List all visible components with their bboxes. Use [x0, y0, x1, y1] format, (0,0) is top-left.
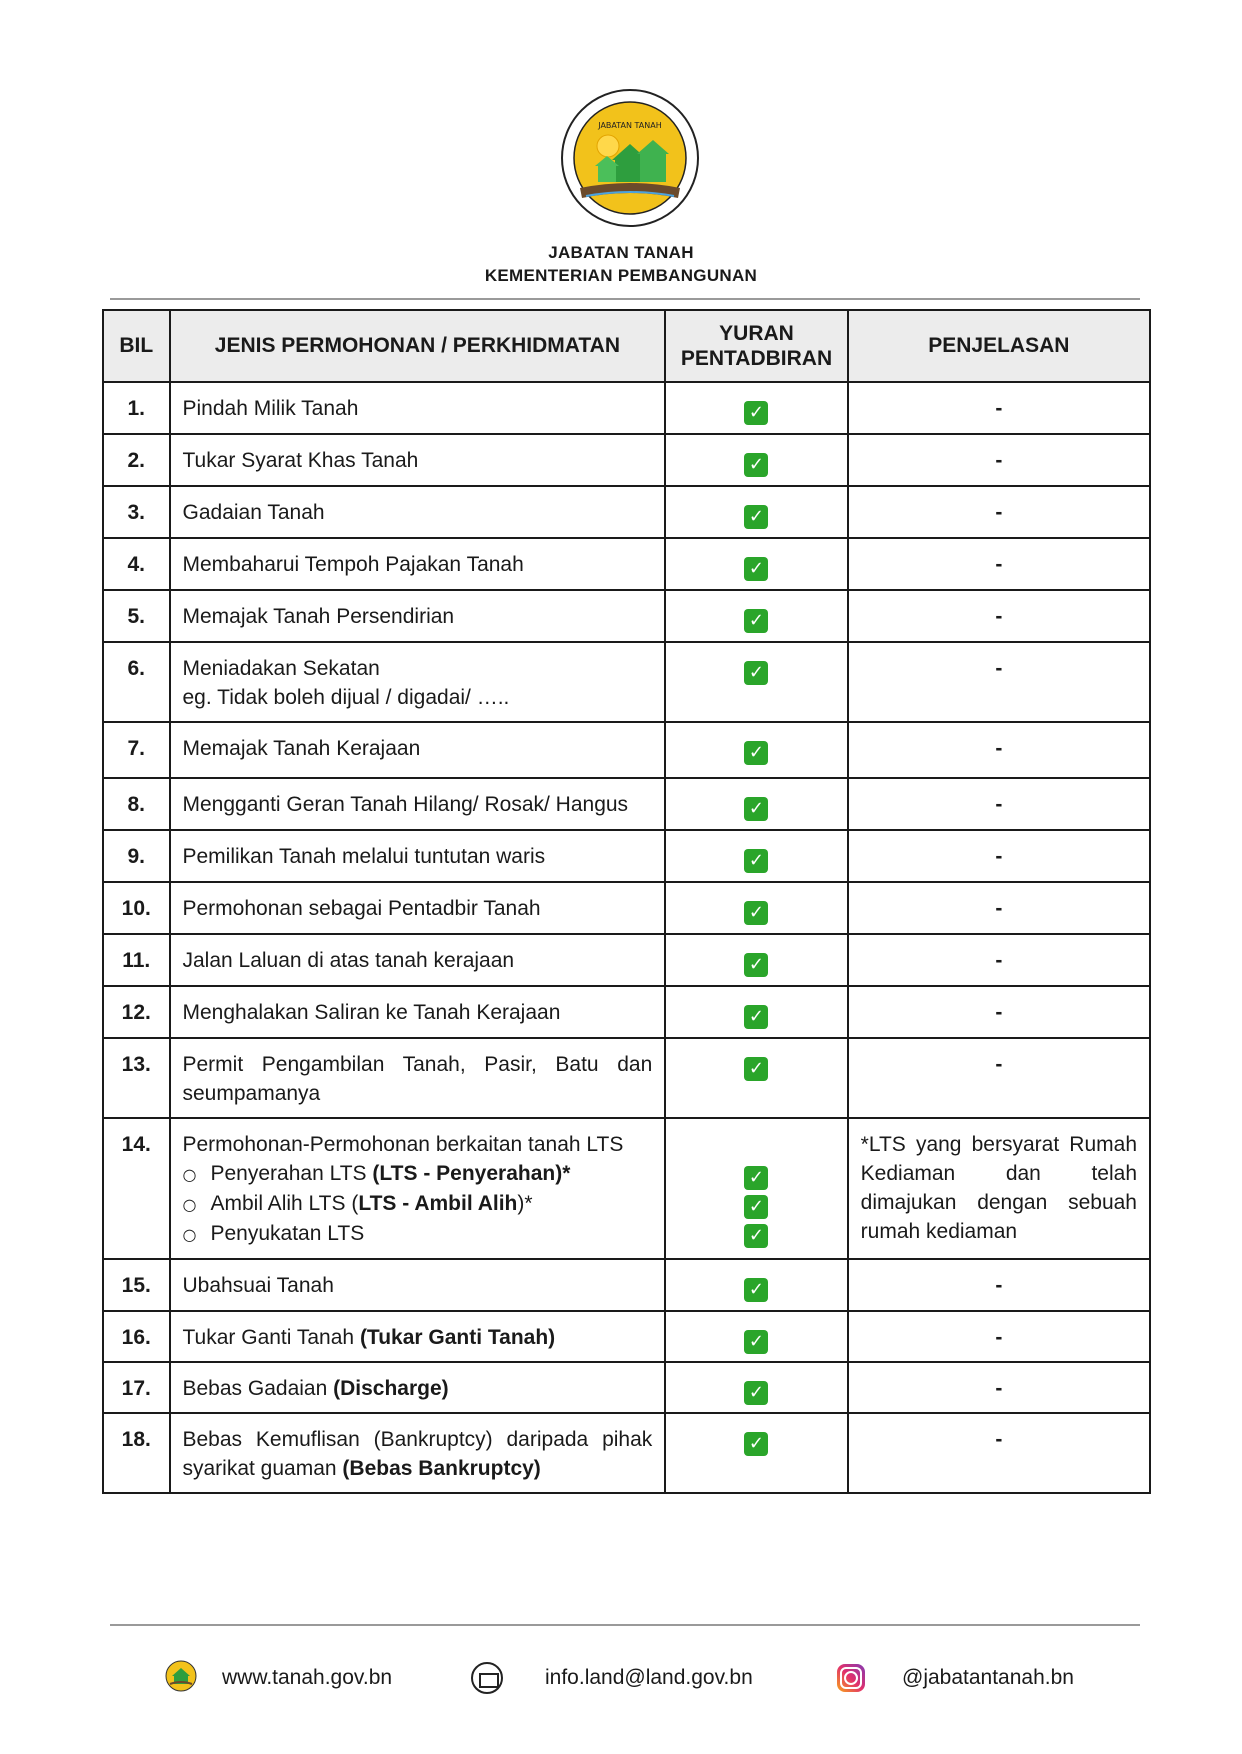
penjelasan-cell — [848, 1413, 1150, 1493]
service-bold-text: (Tukar Ganti Tanah) — [359, 1326, 556, 1349]
service-text: Pindah Milik Tanah — [182, 397, 359, 420]
table-row — [103, 590, 1150, 642]
row-number: 14. — [103, 1118, 170, 1259]
yuran-cell — [665, 434, 847, 486]
header-yuran-pentadbiran — [665, 310, 847, 382]
service-text: Membaharui Tempoh Pajakan Tanah — [182, 553, 524, 576]
row-number: 15. — [103, 1259, 170, 1311]
table-row — [103, 934, 1150, 986]
service-text: Pemilikan Tanah melalui tuntutan waris — [182, 845, 546, 868]
empty-dash: - — [995, 1274, 1003, 1297]
service-text: Tukar Syarat Khas Tanah — [182, 449, 419, 472]
check-mark-icon: ✓ — [744, 1195, 768, 1219]
check-mark-icon: ✓ — [744, 1330, 768, 1354]
table-row — [103, 642, 1150, 722]
check-mark-icon: ✓ — [744, 505, 768, 529]
service-name — [170, 778, 666, 830]
penjelasan-cell — [848, 778, 1150, 830]
service-name — [170, 642, 666, 722]
empty-dash: - — [995, 897, 1003, 920]
yuran-cell — [665, 1413, 847, 1493]
service-text: Memajak Tanah Kerajaan — [182, 737, 421, 760]
service-name — [170, 382, 666, 434]
row-number: 12. — [103, 986, 170, 1038]
empty-dash: - — [995, 1326, 1003, 1349]
penjelasan-cell — [848, 1259, 1150, 1311]
row-number: 18. — [103, 1413, 170, 1493]
yuran-cell — [665, 882, 847, 934]
table-row — [103, 882, 1150, 934]
sub-item-tail-text: )* — [517, 1192, 533, 1215]
footer-email-link[interactable]: info.land@land.gov.bn — [545, 1666, 753, 1689]
check-mark-icon: ✓ — [744, 1432, 768, 1456]
circle-bullet-icon: ○ — [182, 1225, 197, 1244]
yuran-cell — [665, 778, 847, 830]
empty-dash: - — [995, 1001, 1003, 1024]
penjelasan-cell — [848, 722, 1150, 778]
footer-website-link[interactable]: www.tanah.gov.bn — [222, 1666, 393, 1689]
service-bold-text: (Discharge) — [333, 1377, 449, 1400]
ministry-title: KEMENTERIAN PEMBANGUNAN — [484, 266, 758, 285]
jabatan-tanah-seal-logo — [560, 88, 700, 228]
check-mark-icon: ✓ — [744, 741, 768, 765]
empty-dash: - — [995, 449, 1003, 472]
penjelasan-note: *LTS yang bersyarat Rumah Kediaman dan telah dimajukan dengan sebuah rumah kediaman — [860, 1133, 1137, 1243]
check-mark-icon: ✓ — [744, 609, 768, 633]
service-name — [170, 830, 666, 882]
empty-dash: - — [995, 397, 1003, 420]
yuran-cell — [665, 1311, 847, 1362]
service-name — [170, 986, 666, 1038]
service-name — [170, 1311, 666, 1362]
yuran-cell — [665, 1259, 847, 1311]
table-row — [103, 722, 1150, 778]
yuran-cell — [665, 1362, 847, 1413]
table-body — [103, 382, 1150, 1493]
penjelasan-cell — [848, 1362, 1150, 1413]
footer-instagram-link[interactable]: @jabatantanah.bn — [902, 1666, 1074, 1689]
footer — [0, 1658, 1242, 1698]
table-row — [103, 830, 1150, 882]
yuran-cell — [665, 986, 847, 1038]
service-text: Memajak Tanah Persendirian — [182, 605, 455, 628]
header-yuran-line1: YURAN — [719, 321, 794, 345]
yuran-cell — [665, 1118, 847, 1259]
jabatan-tanah-small-logo — [165, 1660, 197, 1698]
row-number: 13. — [103, 1038, 170, 1118]
service-name — [170, 722, 666, 778]
table-row — [103, 434, 1150, 486]
service-text: Jalan Laluan di atas tanah kerajaan — [182, 949, 515, 972]
header-bil: BIL — [103, 310, 170, 382]
svg-text:JABATAN TANAH: JABATAN TANAH — [598, 121, 662, 130]
check-mark-icon: ✓ — [744, 1005, 768, 1029]
row-number: 1. — [103, 382, 170, 434]
service-sub-item — [183, 1159, 653, 1189]
check-mark-icon: ✓ — [744, 901, 768, 925]
service-name — [170, 1413, 666, 1493]
empty-dash: - — [995, 605, 1003, 628]
service-sub-item — [183, 1189, 653, 1219]
table-row — [103, 382, 1150, 434]
penjelasan-cell — [848, 382, 1150, 434]
empty-dash: - — [995, 793, 1003, 816]
service-text: Permohonan sebagai Pentadbir Tanah — [182, 897, 541, 920]
empty-dash: - — [995, 657, 1003, 680]
table-row — [103, 778, 1150, 830]
service-example-text: eg. Tidak boleh dijual / digadai/ ….. — [182, 686, 510, 709]
sub-item-text: Ambil Alih LTS ( — [210, 1192, 359, 1215]
penjelasan-cell — [848, 934, 1150, 986]
check-mark-icon: ✓ — [744, 1381, 768, 1405]
service-text: Gadaian Tanah — [182, 501, 325, 524]
check-mark-icon: ✓ — [744, 953, 768, 977]
check-mark-icon: ✓ — [744, 1224, 768, 1248]
service-name — [170, 1038, 666, 1118]
row-number: 3. — [103, 486, 170, 538]
header-jenis-permohonan: JENIS PERMOHONAN / PERKHIDMATAN — [170, 310, 666, 382]
check-mark-icon: ✓ — [744, 849, 768, 873]
service-name — [170, 434, 666, 486]
service-name — [170, 590, 666, 642]
penjelasan-cell — [848, 1038, 1150, 1118]
check-mark-icon: ✓ — [744, 1166, 768, 1190]
yuran-cell — [665, 642, 847, 722]
instagram-icon — [837, 1664, 865, 1692]
check-mark-icon: ✓ — [744, 661, 768, 685]
empty-dash: - — [995, 737, 1003, 760]
check-mark-icon: ✓ — [744, 1278, 768, 1302]
table-row — [103, 538, 1150, 590]
check-mark-icon: ✓ — [744, 453, 768, 477]
services-table — [102, 309, 1151, 1494]
row-number: 5. — [103, 590, 170, 642]
service-text: Mengganti Geran Tanah Hilang/ Rosak/ Hangus — [182, 793, 629, 816]
penjelasan-cell — [848, 486, 1150, 538]
service-name — [170, 538, 666, 590]
check-mark-icon: ✓ — [744, 797, 768, 821]
empty-dash: - — [995, 501, 1003, 524]
row-number: 8. — [103, 778, 170, 830]
penjelasan-cell — [848, 1311, 1150, 1362]
service-name — [170, 882, 666, 934]
table-row — [103, 1362, 1150, 1413]
service-text: Permit Pengambilan Tanah, Pasir, Batu dan seumpamanya — [182, 1053, 653, 1105]
yuran-cell — [665, 934, 847, 986]
service-bold-text: (Bebas Bankruptcy) — [342, 1457, 541, 1480]
header-penjelasan: PENJELASAN — [848, 310, 1150, 382]
service-name — [170, 1362, 666, 1413]
yuran-cell — [665, 722, 847, 778]
table-header-row — [103, 310, 1150, 382]
org-title: JABATAN TANAH — [548, 243, 694, 262]
penjelasan-cell — [848, 986, 1150, 1038]
service-text: Menghalakan Saliran ke Tanah Kerajaan — [182, 1001, 561, 1024]
service-text: Tukar Ganti Tanah — [182, 1326, 360, 1349]
check-mark-icon: ✓ — [744, 1057, 768, 1081]
empty-dash: - — [995, 1428, 1003, 1451]
header-divider — [110, 298, 1140, 300]
yuran-cell — [665, 590, 847, 642]
yuran-cell — [665, 1038, 847, 1118]
penjelasan-cell — [848, 590, 1150, 642]
service-text: Bebas Kemuflisan (Bankruptcy) daripada pihak syarikat guaman — [182, 1428, 653, 1480]
service-text: Ubahsuai Tanah — [182, 1274, 334, 1297]
penjelasan-cell — [848, 882, 1150, 934]
row-number: 2. — [103, 434, 170, 486]
empty-dash: - — [995, 1053, 1003, 1076]
table-row — [103, 1118, 1150, 1259]
table-row — [103, 1259, 1150, 1311]
service-text: Bebas Gadaian — [182, 1377, 334, 1400]
row-number: 11. — [103, 934, 170, 986]
row-number: 10. — [103, 882, 170, 934]
row-number: 17. — [103, 1362, 170, 1413]
sub-item-bold-text: (LTS - Penyerahan)* — [372, 1162, 571, 1185]
table-row — [103, 986, 1150, 1038]
header-yuran-line2: PENTADBIRAN — [680, 347, 833, 370]
circle-bullet-icon: ○ — [182, 1165, 197, 1184]
penjelasan-cell — [848, 642, 1150, 722]
sub-item-bold-text: LTS - Ambil Alih — [358, 1192, 518, 1215]
empty-dash: - — [995, 553, 1003, 576]
yuran-cell — [665, 382, 847, 434]
empty-dash: - — [995, 1377, 1003, 1400]
row-number: 4. — [103, 538, 170, 590]
service-name — [170, 1118, 666, 1259]
table-row — [103, 1038, 1150, 1118]
row-number: 16. — [103, 1311, 170, 1362]
check-mark-icon: ✓ — [744, 557, 768, 581]
row-number: 6. — [103, 642, 170, 722]
yuran-cell — [665, 538, 847, 590]
empty-dash: - — [995, 949, 1003, 972]
penjelasan-cell — [848, 830, 1150, 882]
service-text: Permohonan-Permohonan berkaitan tanah LTS — [182, 1133, 624, 1156]
service-name — [170, 486, 666, 538]
table-row — [103, 1311, 1150, 1362]
sub-item-text: Penyerahan LTS — [210, 1162, 373, 1185]
mail-icon — [471, 1662, 503, 1694]
row-number: 9. — [103, 830, 170, 882]
penjelasan-cell — [848, 434, 1150, 486]
table-row — [103, 486, 1150, 538]
service-text: Meniadakan Sekatan — [182, 657, 380, 680]
sub-item-text: Penyukatan LTS — [210, 1222, 365, 1245]
check-mark-icon: ✓ — [744, 401, 768, 425]
penjelasan-cell — [848, 538, 1150, 590]
penjelasan-cell — [848, 1118, 1150, 1259]
service-name — [170, 934, 666, 986]
yuran-cell — [665, 830, 847, 882]
service-name — [170, 1259, 666, 1311]
table-row — [103, 1413, 1150, 1493]
footer-divider — [110, 1624, 1140, 1626]
service-sub-item — [183, 1219, 653, 1249]
circle-bullet-icon: ○ — [182, 1195, 197, 1214]
row-number: 7. — [103, 722, 170, 778]
empty-dash: - — [995, 845, 1003, 868]
yuran-cell — [665, 486, 847, 538]
